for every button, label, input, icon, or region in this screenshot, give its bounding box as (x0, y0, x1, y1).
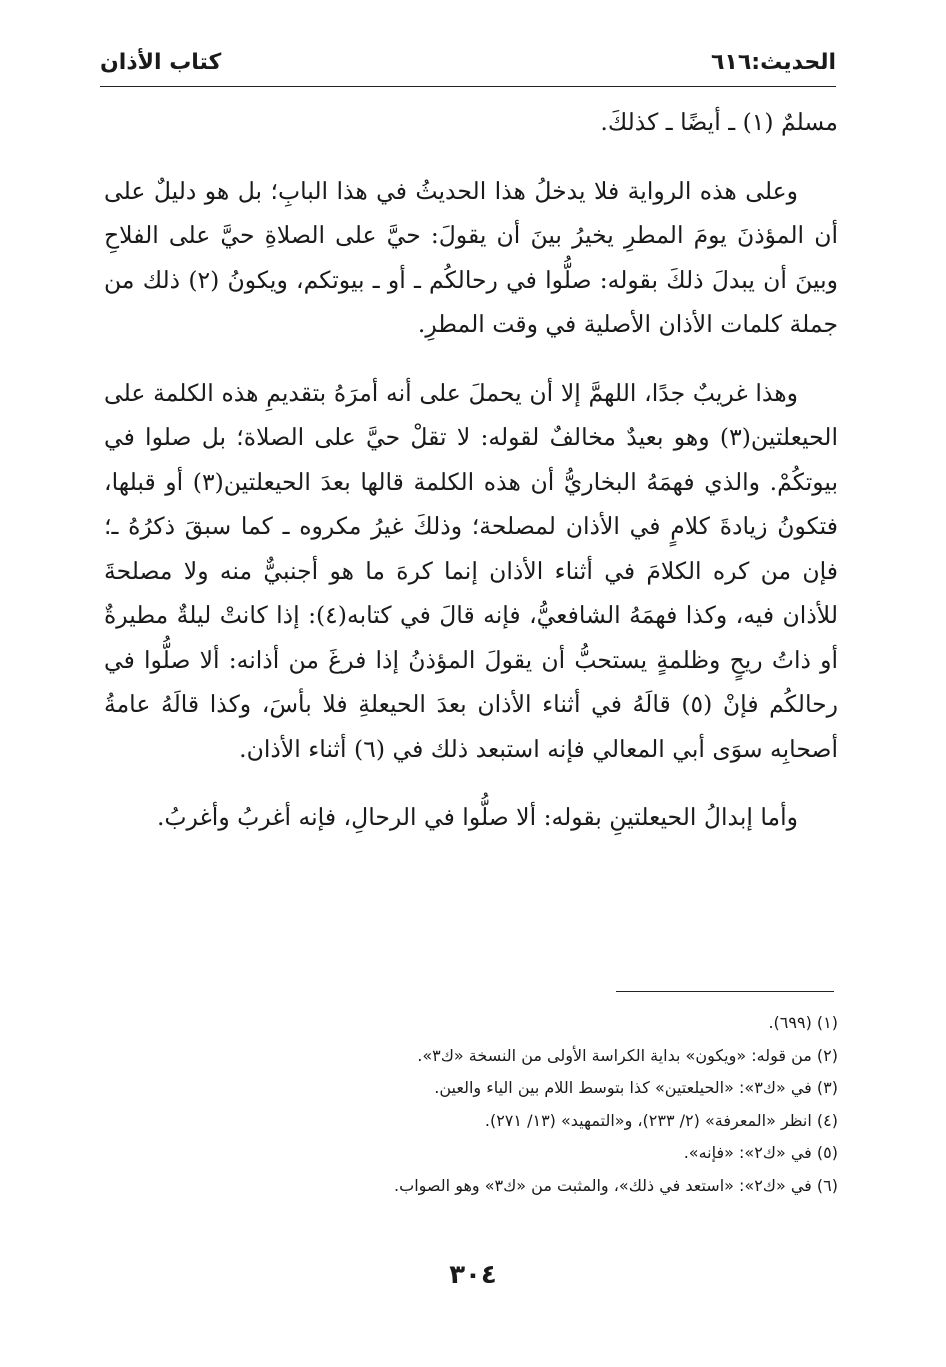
header-rule (100, 86, 836, 87)
page-number: ٣٠٤ (449, 1260, 497, 1290)
footnote: (٤) انظر «المعرفة» (٢/ ٢٣٣)، و«التمهيد» (١٣/ ٢٧١). (484, 1110, 838, 1130)
footnote: (٦) في «ك٢»: «استعد في ذلك»، والمثبت من «ك٣» وهو الصواب. (394, 1175, 838, 1195)
footnote: (٣) في «ك٣»: «الحيلعتين» كذا بتوسط اللام بين الياء والعين. (434, 1078, 838, 1097)
paragraph: وهذا غريبٌ جدًا، اللهمَّ إلا أن يحملَ على أنه أمرَهُ بتقديمِ هذه الكلمة على الحيعلتين(٣) وهو بعيدٌ مخالفٌ لقوله: لا تقلْ حيَّ على الصلاة؛ بل صلوا في بيوتكُمْ. والذي فهمَهُ البخاريُّ أن هذه الكلمة قالها بعدَ الحيعلتين(٣) أو قبلها، فتكونُ زيادةَ كلامٍ في الأذان لمصلحة؛ وذلكَ غيرُ مكروه ـ كما سبقَ ذكرُهُ ـ؛ فإن من كره الكلامَ في أثناء الأذان إنما كرهَ ما هو أجنبيٌّ منه ولا مصلحةَ للأذان فيه، وكذا فهمَهُ الشافعيُّ، فإنه قالَ في كتابه(٤): إذا كانتْ ليلةٌ مطيرةٌ أو ذاتُ ريحٍ وظلمةٍ يستحبُّ أن يقولَ المؤذنُ إذا فرغَ من أذانه: ألا صلُّوا في رحالكُم فإنْ (٥) قالَهُ في أثناء الأذان بعدَ الحيعلةِ فلا بأسَ، وكذا قالَهُ عامةُ أصحابِه سوَى أبي المعالي فإنه استبعد ذلك في (٦) أثناء الأذان. (104, 378, 839, 763)
chapter-title: كتاب الأذان (100, 50, 222, 75)
footnote: (١) (٦٩٩). (768, 1013, 838, 1032)
paragraph: وعلى هذه الرواية فلا يدخلُ هذا الحديثُ في هذا البابِ؛ بل هو دليلٌ على أن المؤذنَ يومَ المطرِ يخيرُ بينَ أن يقولَ: حيَّ على الصلاةِ حيَّ على الفلاحِ وبينَ أن يبدلَ ذلكَ بقوله: صلُّوا في رحالكُم ـ أو ـ بيوتكم، ويكونُ (٢) ذلك من جملة كلمات الأذان الأصلية في وقت المطرِ. (104, 176, 838, 338)
running-header (100, 50, 836, 90)
footnotes (104, 1007, 838, 1202)
hadith-number: الحديث:٦١٦ (710, 50, 836, 75)
main-text (104, 100, 838, 840)
paragraph: مسلمٌ (١) ـ أيضًا ـ كذلكَ. (600, 108, 838, 136)
footnote: (٢) من قوله: «ويكون» بداية الكراسة الأولى من النسخة «ك٣». (417, 1045, 838, 1065)
footnote-separator (616, 991, 834, 992)
footnote: (٥) في «ك٢»: «فإنه». (683, 1143, 838, 1162)
paragraph: وأما إبدالُ الحيعلتينِ بقوله: ألا صلُّوا في الرحالِ، فإنه أغربُ وأغربُ. (156, 803, 798, 831)
